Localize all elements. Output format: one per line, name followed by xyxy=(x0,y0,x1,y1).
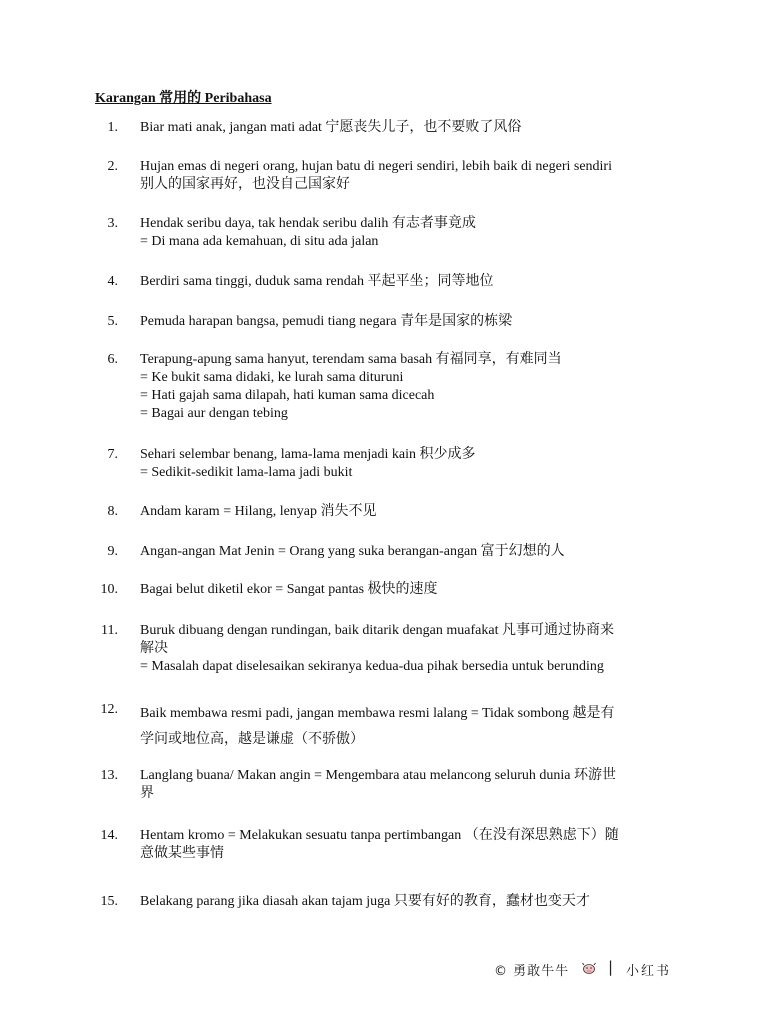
proverb-line: Hujan emas di negeri orang, hujan batu di negeri sendiri, lebih baik di negeri sendiri xyxy=(140,159,612,174)
proverb-number: 4. xyxy=(107,274,118,289)
proverb-text xyxy=(140,313,676,331)
proverb-line: Baik membawa resmi padi, jangan membawa resmi lalang = Tidak sombong 越是有 xyxy=(140,706,615,721)
footer-watermark xyxy=(490,958,690,980)
proverb-number: 11. xyxy=(101,623,118,638)
proverb-number: 13. xyxy=(100,768,118,783)
footer-author: © 勇敢牛牛 xyxy=(494,964,570,979)
proverb-text xyxy=(140,503,676,521)
proverb-text xyxy=(140,581,676,599)
proverb-line-continued: = Ke bukit sama didaki, ke lurah sama dituruni xyxy=(140,370,404,385)
proverb-text xyxy=(140,119,676,137)
proverb-number: 6. xyxy=(107,352,118,367)
proverb-line-continued: 别人的国家再好，也没自己国家好 xyxy=(140,177,350,192)
proverb-text xyxy=(140,351,676,423)
proverb-text xyxy=(140,827,676,863)
proverb-line: Terapung-apung sama hanyut, terendam sama basah 有福同享，有难同当 xyxy=(140,352,562,367)
proverb-number: 15. xyxy=(100,894,118,909)
proverb-line: Pemuda harapan bangsa, pemudi tiang negara 青年是国家的栋梁 xyxy=(140,314,513,329)
proverb-number: 1. xyxy=(107,120,118,135)
proverb-line-continued: 界 xyxy=(140,786,154,801)
proverb-text xyxy=(140,767,676,803)
proverb-line-continued: = Bagai aur dengan tebing xyxy=(140,406,288,421)
proverb-number: 12. xyxy=(100,702,118,717)
proverb-line: Buruk dibuang dengan rundingan, baik ditarik dengan muafakat 凡事可通过协商来 xyxy=(140,623,614,638)
proverb-number: 10. xyxy=(100,582,118,597)
proverb-text xyxy=(140,273,676,291)
proverb-number: 8. xyxy=(107,504,118,519)
proverb-line: Andam karam = Hilang, lenyap 消失不见 xyxy=(140,504,377,519)
proverb-line: Langlang buana/ Makan angin = Mengembara atau melancong seluruh dunia 环游世 xyxy=(140,768,616,783)
document-title: Karangan 常用的 Peribahasa xyxy=(95,91,272,106)
footer-separator: | xyxy=(608,958,614,976)
proverb-text xyxy=(140,158,676,194)
footer-platform: 小红书 xyxy=(626,964,672,979)
proverb-line: Belakang parang jika diasah akan tajam juga 只要有好的教育，蠢材也变天才 xyxy=(140,894,590,909)
proverb-text xyxy=(140,701,676,753)
proverb-text xyxy=(140,622,676,676)
proverb-line: Hendak seribu daya, tak hendak seribu dalih 有志者事竟成 xyxy=(140,216,476,231)
proverb-line: Angan-angan Mat Jenin = Orang yang suka berangan-angan 富于幻想的人 xyxy=(140,544,565,559)
proverb-line: Sehari selembar benang, lama-lama menjadi kain 积少成多 xyxy=(140,447,476,462)
proverb-number: 14. xyxy=(100,828,118,843)
proverb-number: 9. xyxy=(107,544,118,559)
proverb-line-continued: = Masalah dapat diselesaikan sekiranya kedua-dua pihak bersedia untuk berunding xyxy=(140,659,604,674)
proverb-line-continued: 意做某些事情 xyxy=(140,846,224,861)
proverb-text xyxy=(140,446,676,482)
proverb-line-continued: = Hati gajah sama dilapah, hati kuman sama dicecah xyxy=(140,388,435,403)
proverb-number: 3. xyxy=(107,216,118,231)
proverb-line: Berdiri sama tinggi, duduk sama rendah 平起平坐；同等地位 xyxy=(140,274,494,289)
proverb-number: 2. xyxy=(107,159,118,174)
proverb-text xyxy=(140,893,676,911)
proverb-number: 7. xyxy=(107,447,118,462)
proverb-line: Biar mati anak, jangan mati adat 宁愿丧失儿子，也不要败了风俗 xyxy=(140,120,522,135)
proverb-line-continued: 学问或地位高，越是谦虚（不骄傲） xyxy=(140,732,364,747)
cow-icon xyxy=(582,962,596,974)
proverb-text xyxy=(140,215,676,251)
proverb-line-continued: = Sedikit-sedikit lama-lama jadi bukit xyxy=(140,465,353,480)
proverb-number: 5. xyxy=(107,314,118,329)
proverb-line: Hentam kromo = Melakukan sesuatu tanpa pertimbangan （在没有深思熟虑下）随 xyxy=(140,828,619,843)
proverb-text xyxy=(140,543,676,561)
proverb-line-continued: 解决 xyxy=(140,641,168,656)
proverb-line: Bagai belut diketil ekor = Sangat pantas 极快的速度 xyxy=(140,582,438,597)
proverb-line-continued: = Di mana ada kemahuan, di situ ada jalan xyxy=(140,234,379,249)
